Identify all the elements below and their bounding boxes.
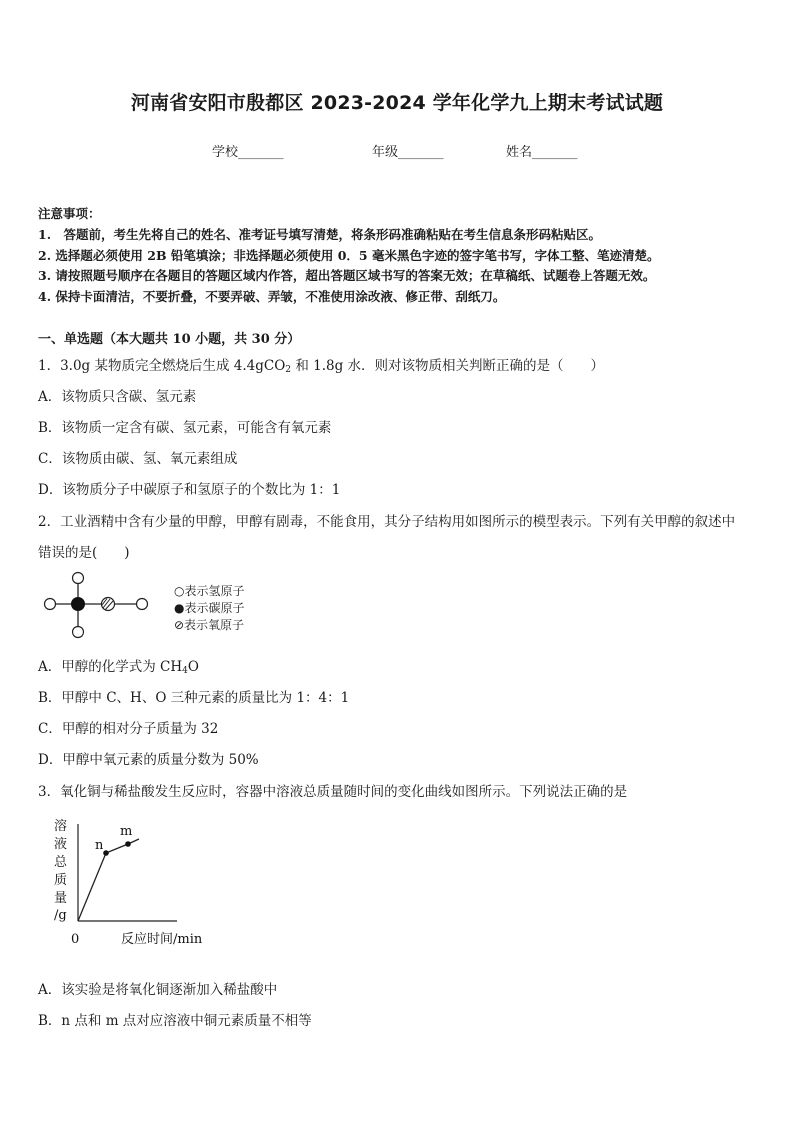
- origin-label: 0: [71, 932, 80, 947]
- ylabel-char: 溶: [54, 819, 68, 834]
- carbon-atom: [72, 598, 85, 611]
- x-axis-label: 反应时间/min: [121, 932, 203, 947]
- hydrogen-atom: [45, 599, 56, 610]
- name-field: 姓名_______: [506, 145, 578, 160]
- notice-item: 2. 选择题必须使用 2B 铅笔填涂；非选择题必须使用 0．5 毫米黑色字迹的签字笔书写，字体工整、笔迹清楚。: [38, 248, 660, 263]
- ylabel-char: 液: [54, 837, 68, 852]
- ylabel-unit: /g: [54, 908, 67, 923]
- q1-option-b: B．该物质一定含有碳、氢元素，可能含有氧元素: [38, 420, 332, 436]
- q2-option-a: A．甲醇的化学式为 $CH_4O$: [38, 659, 199, 676]
- notice-item: 3. 请按照题号顺序在各题目的答题区域内作答，超出答题区域书写的答案无效；在草稿纸、试题卷上答题无效。: [38, 268, 656, 283]
- ylabel-char: 总: [54, 855, 68, 870]
- point-n-label: n: [95, 838, 104, 853]
- grade-field: 年级_______: [372, 145, 444, 160]
- section-title: 一、单选题（本大题共 10 小题，共 30 分）: [38, 332, 301, 347]
- q2-option-d: D．甲醇中氧元素的质量分数为 50%: [38, 752, 259, 768]
- point-m: [125, 841, 131, 847]
- ylabel-char: 质: [54, 873, 68, 888]
- legend-oxygen: ⊘表示氧原子: [174, 618, 245, 632]
- q1-option-c: C．该物质由碳、氢、氧元素组成: [38, 451, 238, 467]
- methanol-molecule-model: [38, 570, 158, 642]
- legend-hydrogen: ○表示氢原子: [174, 584, 245, 598]
- school-field: 学校_______: [212, 145, 284, 160]
- notice-item: 1. 答题前，考生先将自己的姓名、准考证号填写清楚，将条形码准确粘贴在考生信息条形码粘贴区。: [38, 227, 602, 242]
- q2-option-c: C．甲醇的相对分子质量为 32: [38, 721, 219, 737]
- ylabel-char: 量: [54, 891, 68, 906]
- hydrogen-atom: [137, 599, 148, 610]
- mass-curve: [78, 839, 139, 921]
- q2-option-b: B．甲醇中 C、H、O 三种元素的质量比为 1：4：1: [38, 690, 350, 706]
- question-1-stem: 1．3.0g 某物质完全燃烧后生成 4.4gCO$_2$ 和 1.8g 水．则对该物质相关判断正确的是（ ）: [38, 358, 605, 375]
- hydrogen-atom: [73, 573, 84, 584]
- oxygen-atom: [102, 598, 115, 611]
- notice-heading: 注意事项：: [38, 206, 101, 221]
- point-n: [103, 850, 109, 856]
- hydrogen-atom: [73, 627, 84, 638]
- question-2-stem-line2: 错误的是( ): [38, 545, 130, 561]
- question-2-stem-line1: 2．工业酒精中含有少量的甲醇，甲醇有剧毒，不能食用，其分子结构用如图所示的模型表示。下列有关甲醇的叙述中: [38, 514, 736, 530]
- q1-option-d: D．该物质分子中碳原子和氢原子的个数比为 1：1: [38, 482, 341, 498]
- point-m-label: m: [120, 824, 133, 839]
- q1-option-a: A．该物质只含碳、氢元素: [38, 389, 197, 405]
- notice-item: 4. 保持卡面清洁，不要折叠，不要弄破、弄皱，不准使用涂改液、修正带、刮纸刀。: [38, 289, 506, 304]
- q3-option-b: B．n 点和 m 点对应溶液中铜元素质量不相等: [38, 1013, 312, 1029]
- q3-option-a: A．该实验是将氧化铜逐渐加入稀盐酸中: [38, 982, 278, 998]
- question-3-stem: 3．氧化铜与稀盐酸发生反应时，容器中溶液总质量随时间的变化曲线如图所示。下列说法正确的是: [38, 784, 628, 800]
- mass-time-chart: [44, 812, 224, 952]
- legend-carbon: ●表示碳原子: [174, 601, 245, 615]
- page-title: 河南省安阳市殷都区 2023-2024 学年化学九上期末考试试题: [130, 92, 664, 114]
